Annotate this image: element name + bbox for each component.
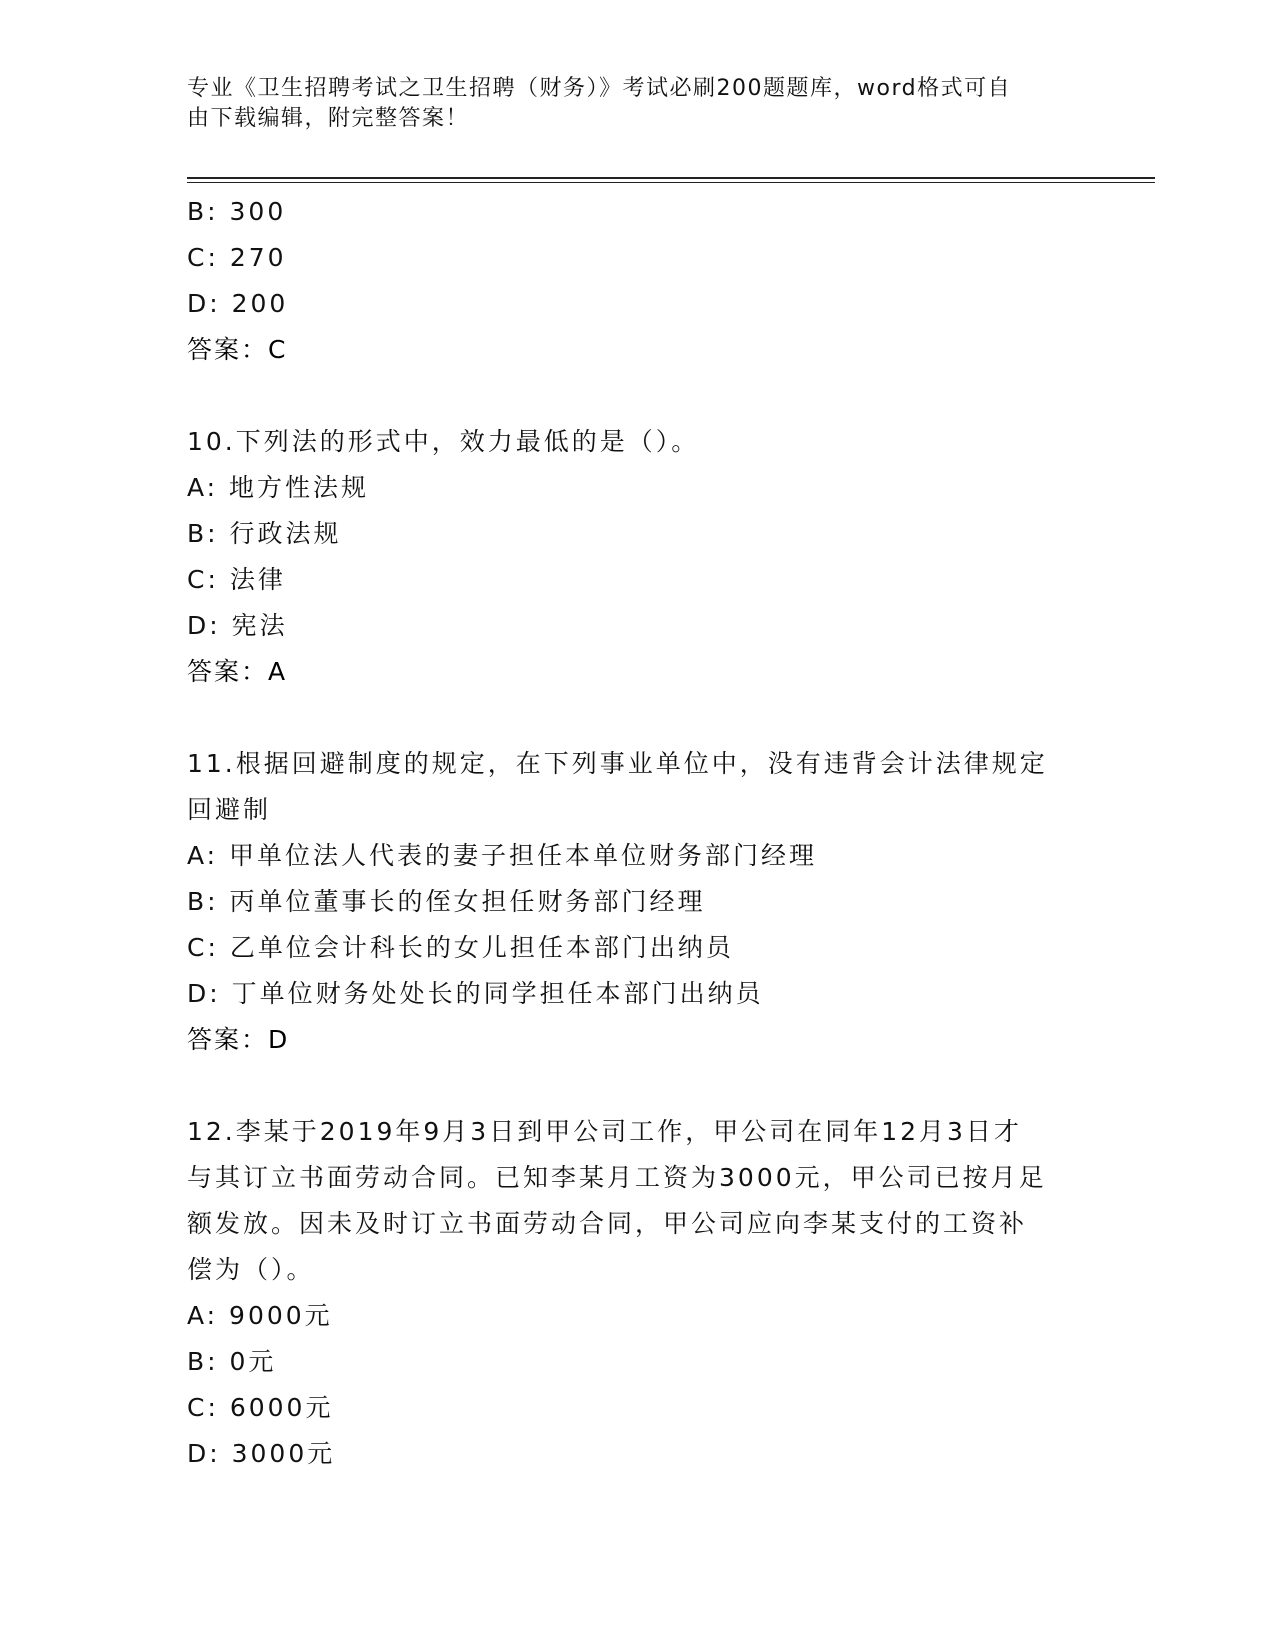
option-a: A: 地方性法规 bbox=[187, 473, 370, 502]
question-11 bbox=[187, 741, 1087, 1063]
question-text: 11.根据回避制度的规定，在下列事业单位中，没有违背会计法律规定 bbox=[187, 749, 1048, 778]
answer-line: 答案：A bbox=[187, 657, 288, 686]
header-rule-thick bbox=[187, 177, 1155, 179]
question-text-cont: 额发放。因未及时订立书面劳动合同，甲公司应向李某支付的工资补 bbox=[187, 1209, 1028, 1238]
option-b: B: 行政法规 bbox=[187, 519, 342, 548]
answer-line: 答案：D bbox=[187, 1025, 290, 1054]
option-c: C: 6000元 bbox=[187, 1393, 334, 1422]
spacer bbox=[187, 695, 1087, 741]
question-12 bbox=[187, 1109, 1087, 1477]
question-9-continued bbox=[187, 189, 1087, 373]
answer-line: 答案：C bbox=[187, 335, 288, 364]
option-b: B: 300 bbox=[187, 197, 287, 226]
option-d: D: 宪法 bbox=[187, 611, 288, 640]
document-header bbox=[187, 74, 1067, 134]
spacer bbox=[187, 1063, 1087, 1109]
option-b: B: 0元 bbox=[187, 1347, 277, 1376]
option-c: C: 乙单位会计科长的女儿担任本部门出纳员 bbox=[187, 933, 734, 962]
question-text-cont: 回避制 bbox=[187, 795, 272, 824]
question-text-cont: 偿为（）。 bbox=[187, 1255, 315, 1284]
option-d: D: 3000元 bbox=[187, 1439, 336, 1468]
option-c: C: 270 bbox=[187, 243, 287, 272]
question-text: 10.下列法的形式中，效力最低的是（）。 bbox=[187, 427, 700, 456]
header-line-1: 专业《卫生招聘考试之卫生招聘（财务）》考试必刷200题题库，word格式可自 bbox=[187, 76, 1012, 101]
question-text: 12.李某于2019年9月3日到甲公司工作，甲公司在同年12月3日才 bbox=[187, 1117, 1022, 1146]
option-c: C: 法律 bbox=[187, 565, 286, 594]
question-list bbox=[187, 189, 1087, 1477]
spacer bbox=[187, 373, 1087, 419]
option-a: A: 甲单位法人代表的妻子担任本单位财务部门经理 bbox=[187, 841, 818, 870]
header-line-2: 由下载编辑，附完整答案！ bbox=[187, 106, 470, 131]
option-d: D: 丁单位财务处处长的同学担任本部门出纳员 bbox=[187, 979, 764, 1008]
question-10 bbox=[187, 419, 1087, 695]
option-b: B: 丙单位董事长的侄女担任财务部门经理 bbox=[187, 887, 706, 916]
question-text-cont: 与其订立书面劳动合同。已知李某月工资为3000元，甲公司已按月足 bbox=[187, 1163, 1047, 1192]
option-d: D: 200 bbox=[187, 289, 289, 318]
option-a: A: 9000元 bbox=[187, 1301, 333, 1330]
header-rule-thin bbox=[187, 182, 1155, 183]
